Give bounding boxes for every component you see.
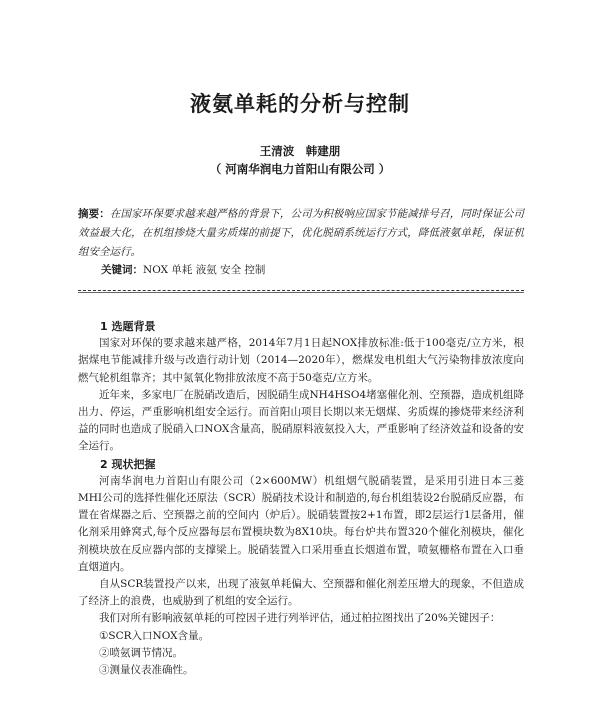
section-divider <box>78 290 524 291</box>
keywords-block <box>101 262 265 277</box>
list-item: ②喷氨调节情况。 <box>99 646 183 659</box>
keywords-label: 关键词： <box>101 264 143 276</box>
body-paragraph: 河南华润电力首阳山有限公司（2×600MW）机组烟气脱硝装置，是采用引进日本三菱MHI公司的选择性催化还原法（SCR）脱硝技术设计和制造的,每台机组装设2台脱硝反应器，布置在省煤器之后、空预器之前的空间内（炉后）。脱硝装置按2+1布置，即2层运行1层备用，催化剂采用蜂窝式,每个反应器每层布置模块数为8X10块。每台炉共布置320个催化剂模块，催化剂模块放在反应器内部的支撑梁上。脱硝装置入口采用垂直长烟道布置，喷氨栅格布置在入口垂直烟道内。 <box>78 474 524 573</box>
section-heading: 1 选题背景 <box>100 320 156 333</box>
article-affiliation: （ 河南华润电力首阳山有限公司 ） <box>209 162 391 176</box>
section-divider-underline <box>78 292 524 293</box>
keywords-text: NOX 单耗 液氨 安全 控制 <box>143 264 266 276</box>
body-paragraph: 自从SCR装置投产以来，出现了液氨单耗偏大、空预器和催化剂差压增大的现象，不但造成了经济上的浪费，也威胁到了机组的安全运行。 <box>78 578 524 608</box>
abstract-block <box>78 205 524 262</box>
section-heading: 2 现状把握 <box>100 457 156 471</box>
abstract-text: 在国家环保要求越来越严格的背景下，公司为积极响应国家节能减排号召，同时保证公司效益最大化，在机组掺烧大量劣质煤的前提下，优化脱硝系统运行方式，降低液氨单耗，保证机组安全运行。 <box>78 208 525 258</box>
body-paragraph: 我们对所有影响液氨单耗的可控因子进行列举评估，通过柏拉图找出了20%关键因子： <box>99 612 501 625</box>
article-body <box>78 318 524 679</box>
list-item: ③测量仪表准确性。 <box>99 664 194 677</box>
article-authors: 王清波 韩建朋 <box>259 144 341 158</box>
list-item: ①SCR入口NOX含量。 <box>99 629 210 642</box>
abstract-label: 摘要： <box>78 208 110 220</box>
body-paragraph: 国家对环保的要求越来越严格，2014年7月1日起NOX排放标准:低于100毫克/立方米，根据煤电节能减排升级与改造行动计划（2014—2020年），燃煤发电机组大气污染物排放浓度向燃气轮机组靠齐；其中氮氧化物排放浓度不高于50毫克/立方米。 <box>78 337 524 384</box>
article-title: 液氨单耗的分析与控制 <box>190 92 410 116</box>
body-paragraph: 近年来，多家电厂在脱硝改造后，因脱硝生成NH4HSO4堵塞催化剂、空预器，造成机组降出力、停运，严重影响机组安全运行。而首阳山项目长期以来无烟煤、劣质煤的掺烧带来经济利益的同时也造成了脱硝入口NOX含量高，脱硝原料液氨投入大，严重影响了经济效益和设备的安全运行。 <box>78 388 524 453</box>
